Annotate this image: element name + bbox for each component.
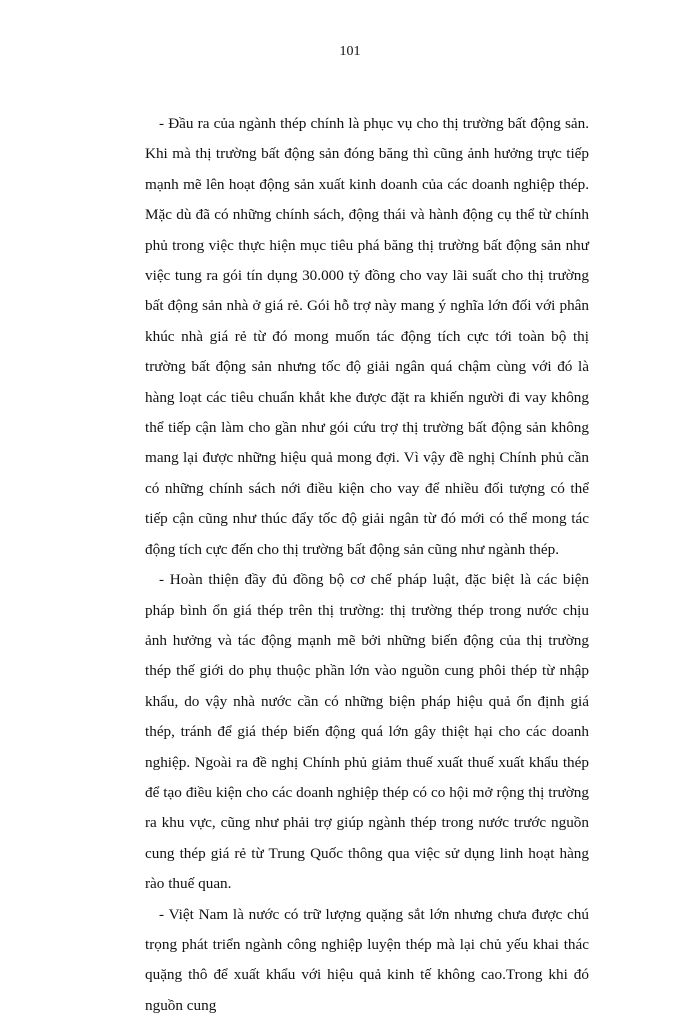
paragraph-real-estate: - Đầu ra của ngành thép chính là phục vụ cho thị trường bất động sản. Khi mà thị trường bất động sản đóng băng thì cũng ảnh hưởng trực tiếp mạnh mẽ lên hoạt động sản xuất kinh doanh của các doanh nghiệp thép. Mặc dù đã có những chính sách, động thái và hành động cụ thể từ chính phủ trong việc thực hiện mục tiêu phá băng thị trường bất động sản như việc tung ra gói tín dụng 30.000 tỷ đồng cho vay lãi suất cho thị trường bất động sản nhà ở giá rẻ. Gói hỗ trợ này mang ý nghĩa lớn đối với phân khúc nhà giá rẻ từ đó mong muốn tác động tích cực tới toàn bộ thị trường bất động sản nhưng tốc độ giải ngân quá chậm cùng với đó là hàng loạt các tiêu chuẩn khắt khe được đặt ra khiến người đi vay không thể tiếp cận làm cho gần như gói cứu trợ thị trường bất động sản không mang lại được những hiệu quả mong đợi. Vì vậy đề nghị Chính phủ cần có những chính sách nới điều kiện cho vay để nhiều đối tượng có thể tiếp cận cũng như thúc đẩy tốc độ giải ngân từ đó mới có thể mong tác động tích cực đến cho thị trường bất động sản cũng như ngành thép. [145, 115, 589, 558]
paragraph-iron-ore: - Việt Nam là nước có trữ lượng quặng sắt lớn nhưng chưa được chú trọng phát triển ngành công nghiệp luyện thép mà lại chủ yếu khai thác quặng thô để xuất khẩu với hiệu quả kinh tế không cao.Trong khi đó nguồn cung [145, 905, 589, 1014]
paragraph-legal-framework: - Hoàn thiện đầy đủ đồng bộ cơ chế pháp luật, đặc biệt là các biện pháp bình ổn giá thép trên thị trường: thị trường thép trong nước chịu ảnh hưởng và tác động mạnh mẽ bởi những biến động của thị trường thép thế giới do phụ thuộc phần lớn vào nguồn cung phôi thép từ nhập khẩu, do vậy nhà nước cần có những biện pháp hiệu quả ổn định giá thép, tránh để giá thép biến động quá lớn gây thiệt hại cho các doanh nghiệp. Ngoài ra đề nghị Chính phủ giảm thuế xuất thuế xuất khẩu thép để tạo điều kiện cho các doanh nghiệp thép có co hội mở rộng thị trường ra khu vực, cũng như phải trợ giúp ngành thép trong nước trước nguồn cung thép giá rẻ từ Trung Quốc thông qua việc sử dụng linh hoạt hàng rào thuế quan. [145, 571, 589, 893]
body-text [145, 109, 589, 1021]
page-number: 101 [339, 44, 361, 59]
